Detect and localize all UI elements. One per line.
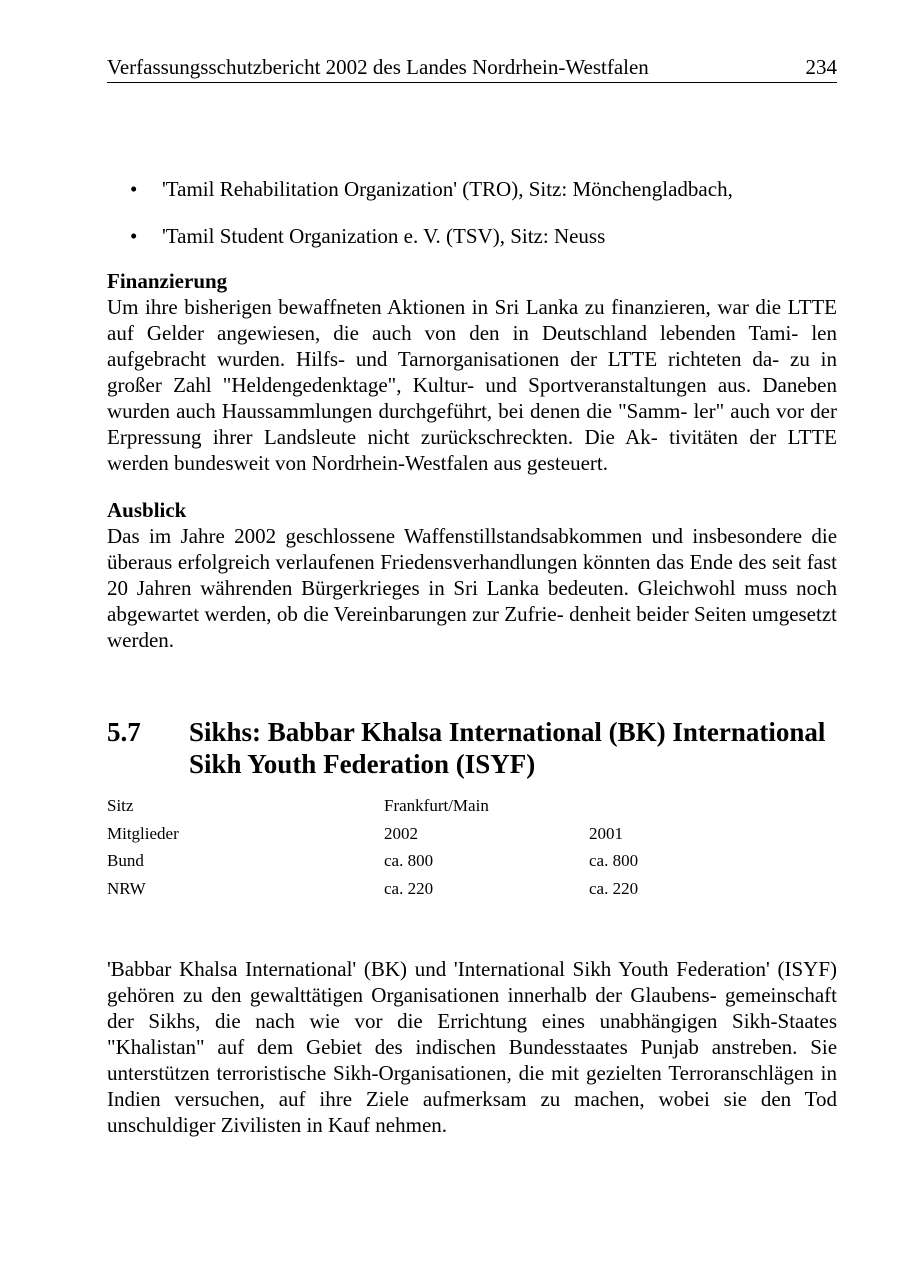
table-row (107, 875, 807, 903)
text-line: zu in großer Zahl "Heldengedenktage", Kultur- und Sportveranstaltungen aus. (107, 347, 838, 397)
text-line: Um ihre bisherigen bewaffneten Aktionen in Sri Lanka zu finanzieren, war die (107, 295, 782, 319)
list-item-text: 'Tamil Student Organization e. V. (TSV), Sitz: Neuss (162, 224, 606, 248)
table-cell: 2001 (589, 823, 623, 843)
bullet-icon: • (130, 177, 138, 201)
text-line: tivitäten der LTTE werden bundesweit von Nordrhein-Westfalen aus gesteuert. (107, 425, 838, 475)
table-row (107, 847, 807, 875)
table-cell (589, 792, 807, 820)
text-line: ler" auch vor der Erpressung ihrer Landsleute nicht zurückschreckten. Die Ak- (107, 399, 838, 449)
finanzierung-heading: Finanzierung (107, 269, 228, 293)
facts-table (107, 792, 807, 902)
text-line: (ISYF) gehören zu den gewalttätigen Organisationen innerhalb der Glaubens- (107, 957, 838, 1007)
text-line: LTTE auf Gelder angewiesen, die auch von den in Deutschland lebenden Tami- (107, 295, 838, 345)
section-title: Sikhs: Babbar Khalsa International (BK) International Sikh Youth Federation (ISYF) (189, 717, 826, 779)
text-line: Sikh-Staates "Khalistan" auf dem Gebiet des indischen Bundesstaates Punjab (107, 1009, 838, 1059)
text-line: denheit beider Seiten umgesetzt werden. (107, 602, 837, 652)
list-item (130, 223, 830, 249)
text-line: Gleichwohl muss noch abgewartet werden, ob die Vereinbarungen zur Zufrie- (107, 576, 837, 626)
closing-section (107, 956, 837, 1138)
ausblick-paragraph (107, 523, 837, 653)
table-cell: Sitz (107, 796, 134, 815)
table-cell: ca. 220 (589, 878, 639, 898)
table-cell: ca. 800 (384, 851, 434, 870)
table-cell: Bund (107, 851, 144, 870)
table-row (107, 792, 807, 820)
ausblick-section (107, 497, 837, 653)
section-number: 5.7 (107, 717, 141, 747)
finanzierung-paragraph (107, 294, 837, 476)
text-line: anstreben. Sie unterstützen terroristische Sikh-Organisationen, die mit gezielten (107, 1035, 838, 1085)
page-header (107, 54, 837, 83)
bullet-icon: • (130, 224, 138, 248)
closing-paragraph (107, 956, 837, 1138)
bullet-list (130, 176, 830, 270)
text-line: Daneben wurden auch Haussammlungen durchgeführt, bei denen die "Samm- (107, 373, 838, 423)
text-line: 'Babbar Khalsa International' (BK) und 'International Sikh Youth Federation' (107, 957, 770, 981)
table-cell: ca. 220 (384, 878, 434, 898)
text-line: Das im Jahre 2002 geschlossene Waffenstillstandsabkommen und insbesondere (107, 524, 803, 548)
text-line: len aufgebracht wurden. Hilfs- und Tarnorganisationen der LTTE richteten da- (107, 321, 837, 371)
table-cell: ca. 800 (589, 851, 639, 870)
text-line: Terroranschlägen in Indien versuchen, auf ihre Ziele aufmerksam zu machen, (107, 1061, 837, 1111)
table-cell: Mitglieder (107, 823, 179, 843)
list-item (130, 176, 830, 202)
ausblick-heading: Ausblick (107, 498, 187, 522)
page-number: 234 (805, 55, 837, 79)
text-line: die überaus erfolgreich verlaufenen Friedensverhandlungen könnten das Ende (107, 524, 838, 574)
text-line: gemeinschaft der Sikhs, die nach wie vor die Errichtung eines unabhängigen (107, 983, 837, 1033)
list-item-text: 'Tamil Rehabilitation Organization' (TRO), Sitz: Mönchengladbach, (162, 177, 733, 201)
text-line: des seit fast 20 Jahren währenden Bürgerkrieges in Sri Lanka bedeuten. (107, 550, 838, 600)
table-cell: Frankfurt/Main (384, 796, 489, 815)
text-line: wobei sie den Tod unschuldiger Zivilisten in Kauf nehmen. (107, 1087, 837, 1137)
table-cell: 2002 (384, 823, 418, 843)
finanzierung-section (107, 268, 837, 476)
header-title: Verfassungsschutzbericht 2002 des Landes Nordrhein-Westfalen (107, 55, 649, 79)
table-cell: NRW (107, 878, 146, 898)
table-row (107, 820, 807, 848)
